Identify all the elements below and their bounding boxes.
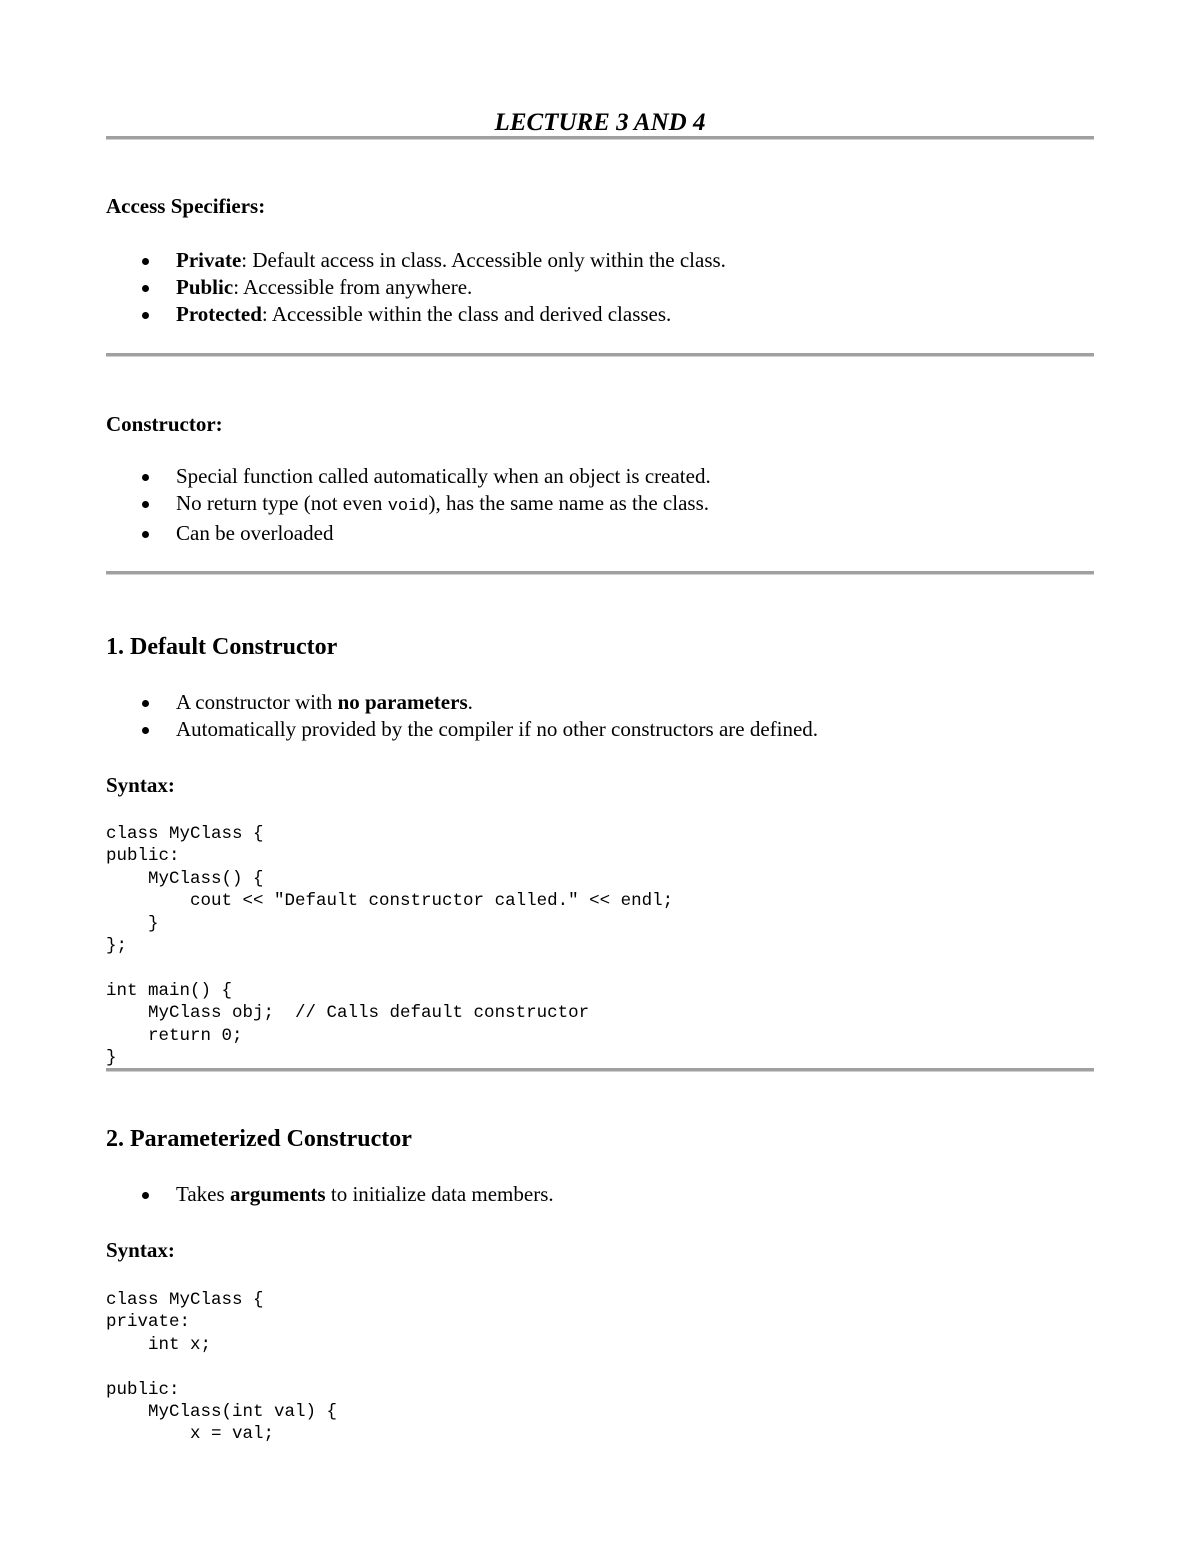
term-private: Private [176, 248, 242, 272]
document-title: LECTURE 3 AND 4 [494, 109, 706, 136]
constructor-heading: Constructor: [106, 412, 223, 436]
emphasis: no parameters [337, 690, 468, 714]
syntax-label: Syntax: [106, 773, 175, 797]
default-constructor-heading: 1. Default Constructor [106, 634, 338, 660]
list-item: Special function called automatically when an object is created. [106, 463, 711, 490]
list-item [106, 689, 818, 716]
item-text: to initialize data members. [325, 1182, 554, 1206]
divider [106, 1068, 1094, 1072]
parameterized-constructor-list [106, 1181, 554, 1208]
constructor-list [106, 463, 711, 547]
access-specifiers-heading: Access Specifiers: [106, 194, 266, 218]
item-text: : Default access in class. Accessible only within the class. [241, 248, 726, 272]
term-public: Public [176, 275, 234, 299]
list-item: Automatically provided by the compiler if no other constructors are defined. [106, 716, 818, 743]
item-text: : Accessible within the class and derived classes. [261, 302, 672, 326]
item-text: ), has the same name as the class. [428, 491, 709, 515]
parameterized-constructor-heading: 2. Parameterized Constructor [106, 1126, 412, 1152]
item-text: : Accessible from anywhere. [233, 275, 473, 299]
list-item [106, 1181, 554, 1208]
list-item [106, 490, 711, 520]
divider [106, 571, 1094, 575]
list-item: Can be overloaded [106, 520, 711, 547]
code-block-default-constructor: class MyClass { public: MyClass() { cout << "Default constructor called." << endl; } }; int main() { MyClass obj; // Calls default constructor return 0; } [106, 824, 674, 1069]
syntax-label: Syntax: [106, 1238, 175, 1262]
divider [106, 136, 1094, 140]
list-item [106, 247, 726, 274]
code-block-parameterized-constructor: class MyClass { private: int x; public: MyClass(int val) { x = val; [106, 1290, 338, 1445]
access-specifiers-list [106, 247, 726, 328]
item-text: Takes [176, 1182, 230, 1206]
list-item [106, 274, 726, 301]
emphasis: arguments [229, 1182, 326, 1206]
inline-code: void [387, 497, 429, 516]
item-text: No return type (not even [176, 491, 388, 515]
list-item [106, 301, 726, 328]
item-text: . [467, 690, 473, 714]
divider [106, 353, 1094, 357]
term-protected: Protected [176, 302, 262, 326]
default-constructor-list [106, 689, 818, 743]
item-text: A constructor with [176, 690, 338, 714]
